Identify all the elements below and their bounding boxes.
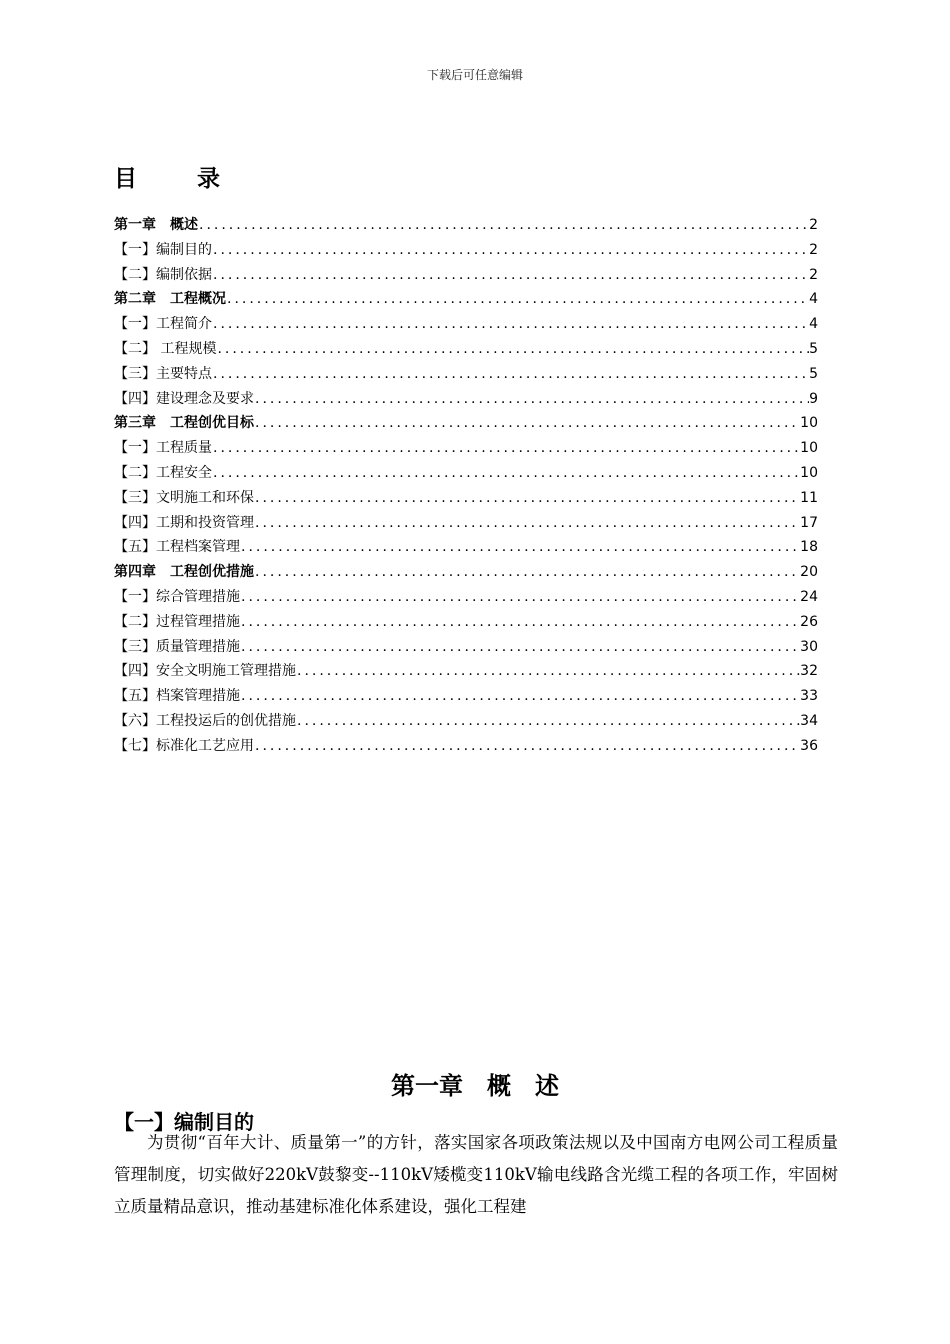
- toc-entry-page: 36: [800, 737, 818, 754]
- toc-leader-dots: [254, 387, 809, 412]
- toc-entry-page: 5: [809, 340, 818, 357]
- header-note: 下载后可任意编辑: [426, 68, 523, 82]
- toc-entry-label: 第四章 工程创优措施: [114, 564, 254, 581]
- toc-section-entry[interactable]: [114, 511, 818, 536]
- toc-title-right: 录: [197, 165, 220, 192]
- toc-entry-page: 10: [800, 440, 818, 457]
- toc-entry-label: 【一】综合管理措施: [114, 588, 240, 605]
- toc-leader-dots: [240, 535, 800, 560]
- toc-entry-label: 【三】主要特点: [114, 365, 212, 382]
- toc-entry-label: 【四】工期和投资管理: [114, 514, 254, 531]
- toc-section-entry[interactable]: [114, 535, 818, 560]
- toc-chapter-entry[interactable]: [114, 411, 818, 436]
- toc-leader-dots: [296, 709, 800, 734]
- toc-entry-page: 4: [809, 316, 818, 333]
- toc-section-entry[interactable]: [114, 436, 818, 461]
- toc-entry-label: 【二】过程管理措施: [114, 613, 240, 630]
- toc-leader-dots: [212, 362, 809, 387]
- toc-leader-dots: [240, 635, 800, 660]
- toc-section-entry[interactable]: [114, 312, 818, 337]
- toc-entry-page: 9: [809, 390, 818, 407]
- toc-entry-label: 【七】标准化工艺应用: [114, 737, 254, 754]
- toc-leader-dots: [254, 411, 800, 436]
- toc-chapter-entry[interactable]: [114, 287, 818, 312]
- toc-leader-dots: [254, 560, 800, 585]
- toc-entry-label: 【四】安全文明施工管理措施: [114, 663, 296, 680]
- toc-entry-page: 17: [800, 514, 818, 531]
- toc-leader-dots: [212, 461, 800, 486]
- toc-entry-label: 【六】工程投运后的创优措施: [114, 712, 296, 729]
- toc-section-entry[interactable]: [114, 337, 818, 362]
- toc-leader-dots: [212, 436, 800, 461]
- toc-section-entry[interactable]: [114, 734, 818, 759]
- toc-section-entry[interactable]: [114, 387, 818, 412]
- toc-chapter-entry[interactable]: [114, 560, 818, 585]
- toc-entry-page: 24: [800, 588, 818, 605]
- toc-entry-label: 【一】工程简介: [114, 316, 212, 333]
- toc-leader-dots: [254, 486, 800, 511]
- toc-section-entry[interactable]: [114, 461, 818, 486]
- toc-leader-dots: [240, 684, 800, 709]
- toc-entry-label: 【一】工程质量: [114, 440, 212, 457]
- toc-entry-label: 【二】 工程规模: [114, 340, 217, 357]
- toc-entry-page: 26: [800, 613, 818, 630]
- toc-entry-label: 【二】编制依据: [114, 266, 212, 283]
- toc-entry-label: 【一】编制目的: [114, 241, 212, 258]
- toc-entry-label: 第二章 工程概况: [114, 291, 226, 308]
- toc-section-entry[interactable]: [114, 659, 818, 684]
- toc-section-entry[interactable]: [114, 238, 818, 263]
- toc-leader-dots: [226, 287, 809, 312]
- toc-entry-label: 第三章 工程创优目标: [114, 415, 254, 432]
- toc-section-entry[interactable]: [114, 486, 818, 511]
- toc-entry-page: 20: [800, 564, 818, 581]
- toc-leader-dots: [212, 312, 809, 337]
- toc-entry-page: 4: [809, 291, 818, 308]
- table-of-contents: [114, 213, 818, 759]
- toc-section-entry[interactable]: [114, 635, 818, 660]
- toc-entry-page: 33: [800, 688, 818, 705]
- toc-entry-label: 【二】工程安全: [114, 464, 212, 481]
- toc-leader-dots: [254, 734, 800, 759]
- toc-section-entry[interactable]: [114, 684, 818, 709]
- toc-section-entry[interactable]: [114, 585, 818, 610]
- toc-leader-dots: [212, 263, 809, 288]
- toc-entry-page: 34: [800, 712, 818, 729]
- toc-entry-page: 11: [800, 489, 818, 506]
- toc-entry-page: 5: [809, 365, 818, 382]
- toc-title: [114, 160, 220, 193]
- toc-leader-dots: [212, 238, 809, 263]
- toc-entry-label: 【五】工程档案管理: [114, 539, 240, 556]
- toc-leader-dots: [254, 511, 800, 536]
- toc-title-left: 目: [114, 165, 137, 192]
- toc-entry-page: 32: [800, 663, 818, 680]
- toc-entry-page: 2: [809, 241, 818, 258]
- toc-entry-page: 2: [809, 266, 818, 283]
- toc-chapter-entry[interactable]: [114, 213, 818, 238]
- toc-leader-dots: [240, 585, 800, 610]
- toc-entry-page: 10: [800, 464, 818, 481]
- toc-leader-dots: [240, 610, 800, 635]
- toc-leader-dots: [198, 213, 809, 238]
- section-heading: 【一】编制目的: [114, 1110, 254, 1134]
- toc-section-entry[interactable]: [114, 610, 818, 635]
- toc-section-entry[interactable]: [114, 362, 818, 387]
- toc-entry-page: 30: [800, 638, 818, 655]
- toc-leader-dots: [216, 337, 809, 362]
- toc-entry-label: 【四】建设理念及要求: [114, 390, 254, 407]
- toc-entry-page: 2: [809, 217, 818, 233]
- toc-section-entry[interactable]: [114, 263, 818, 288]
- toc-leader-dots: [296, 659, 800, 684]
- toc-section-entry[interactable]: [114, 709, 818, 734]
- toc-entry-page: 10: [800, 415, 818, 432]
- body-paragraph: 为贯彻“百年大计、质量第一”的方针，落实国家各项政策法规以及中国南方电网公司工程质量管理制度，切实做好220kV鼓黎变--110kV矮榄变110kV输电线路含光缆工程的各项工作，牢固树立质量精品意识，推动基建标准化体系建设，强化工程建: [114, 1133, 838, 1216]
- chapter-heading: 第一章 概 述: [391, 1071, 559, 1100]
- toc-entry-label: 【五】档案管理措施: [114, 688, 240, 705]
- toc-entry-page: 18: [800, 539, 818, 556]
- toc-entry-label: 第一章 概述: [114, 217, 198, 233]
- toc-entry-label: 【三】质量管理措施: [114, 638, 240, 655]
- toc-entry-label: 【三】文明施工和环保: [114, 489, 254, 506]
